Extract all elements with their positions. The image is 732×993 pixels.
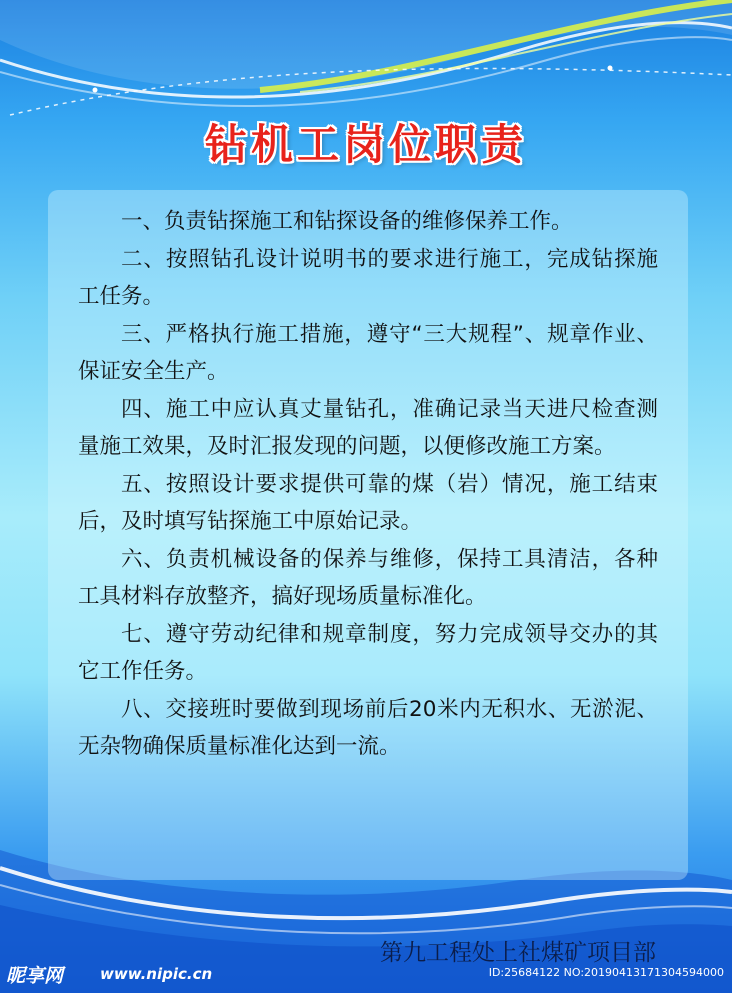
duty-paragraph-1: 一、负责钻探施工和钻探设备的维修保养工作。 xyxy=(121,209,573,234)
department-name: 第九工程处上社煤矿项目部 xyxy=(380,940,656,966)
duty-paragraph-4: 四、施工中应认真丈量钻孔，准确记录当天进尺检查测量施工效果，及时汇报发现的问题，以便修改施工方案。 xyxy=(78,396,658,459)
watermark-logo: 昵享网 xyxy=(6,965,64,987)
duty-paragraph-8: 八、交接班时要做到现场前后20米内无积水、无淤泥、无杂物确保质量标准化达到一流。 xyxy=(78,696,658,759)
duties-list xyxy=(78,203,658,766)
duty-paragraph-5: 五、按照设计要求提供可靠的煤（岩）情况，施工结束后，及时填写钻探施工中原始记录。 xyxy=(78,471,658,534)
duty-paragraph-7: 七、遵守劳动纪律和规章制度，努力完成领导交办的其它工作任务。 xyxy=(78,621,658,684)
duty-paragraph-3: 三、严格执行施工措施，遵守“三大规程”、规章作业、保证安全生产。 xyxy=(78,321,658,384)
duty-paragraph-2: 二、按照钻孔设计说明书的要求进行施工，完成钻探施工任务。 xyxy=(78,246,658,309)
watermark-id: ID:25684122 NO:20190413171304594000 xyxy=(488,966,724,979)
duty-paragraph-6: 六、负责机械设备的保养与维修，保持工具清洁，各种工具材料存放整齐，搞好现场质量标准化。 xyxy=(78,546,658,609)
watermark-url: www.nipic.cn xyxy=(100,965,213,983)
poster-title: 钻机工岗位职责 xyxy=(204,120,527,169)
